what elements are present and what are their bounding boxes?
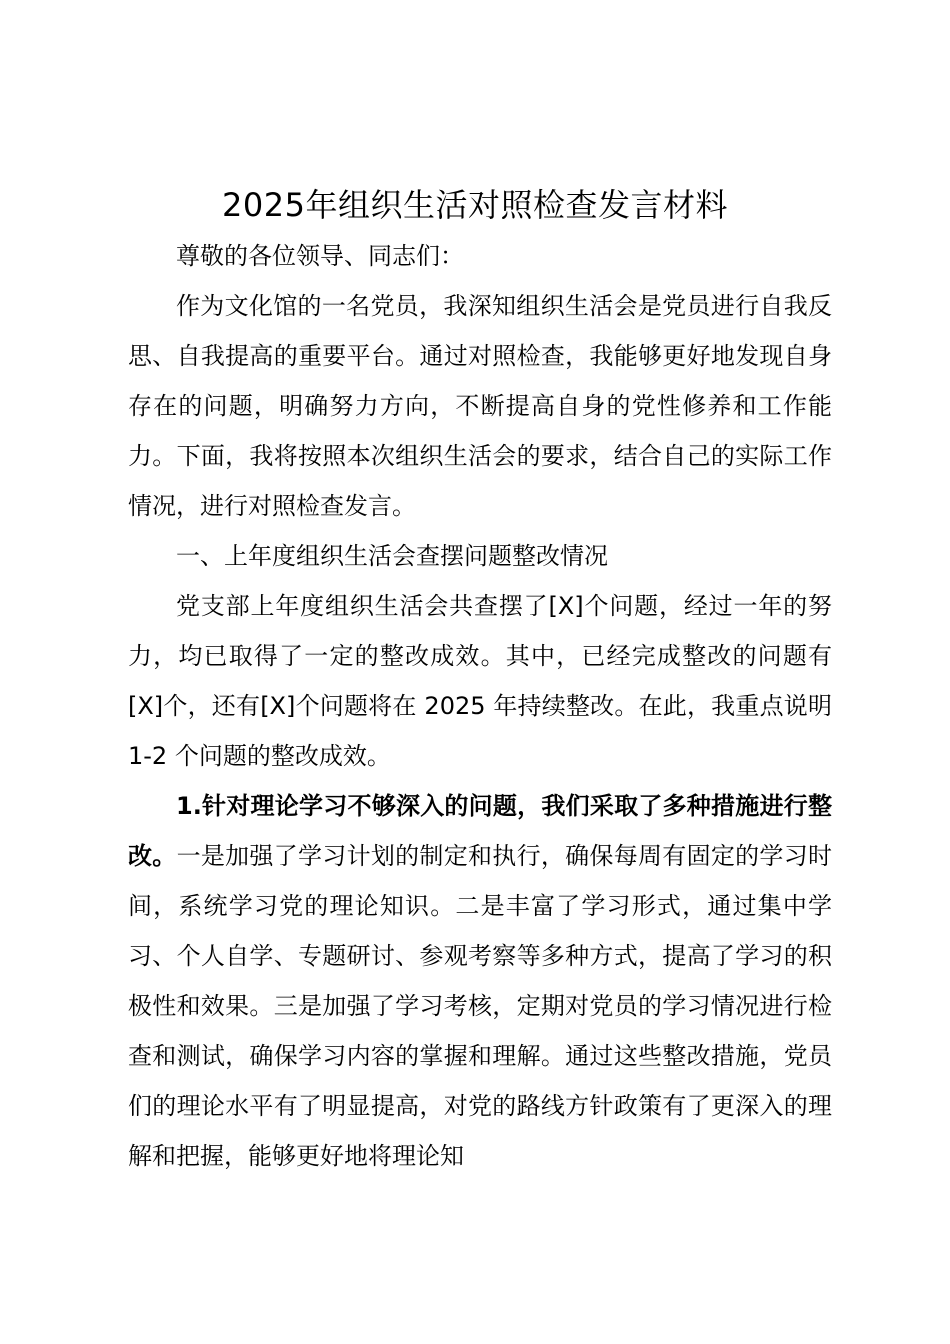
document-body — [128, 231, 832, 1181]
document-title: 2025年组织生活对照检查发言材料 — [222, 186, 728, 224]
section-paragraph: 党支部上年度组织生活会共查摆了[X]个问题，经过一年的努力，均已取得了一定的整改成效。其中，已经完成整改的问题有[X]个，还有[X]个问题将在 2025 年持续整改。在此，我重点说明 1-2 个问题的整改成效。 — [128, 592, 832, 770]
section-heading: 一、上年度组织生活会查摆问题整改情况 — [176, 542, 608, 570]
item-paragraph — [128, 781, 832, 1181]
item-lead: 1.针对理论学习不够深入的问题，我们采取了多种措施进行整改。 — [128, 792, 832, 870]
intro-paragraph: 作为文化馆的一名党员，我深知组织生活会是党员进行自我反思、自我提高的重要平台。通过对照检查，我能够更好地发现自身存在的问题，明确努力方向，不断提高自身的党性修养和工作能力。下面，我将按照本次组织生活会的要求，结合自己的实际工作情况，进行对照检查发言。 — [128, 292, 832, 520]
salutation: 尊敬的各位领导、同志们： — [176, 242, 464, 270]
item-body: 一是加强了学习计划的制定和执行，确保每周有固定的学习时间，系统学习党的理论知识。二是丰富了学习形式，通过集中学习、个人自学、专题研讨、参观考察等多种方式，提高了学习的积极性和效果。三是加强了学习考核，定期对党员的学习情况进行检查和测试，确保学习内容的掌握和理解。通过这些整改措施，党员们的理论水平有了明显提高，对党的路线方针政策有了更深入的理解和把握，能够更好地将理论知 — [128, 842, 833, 1170]
